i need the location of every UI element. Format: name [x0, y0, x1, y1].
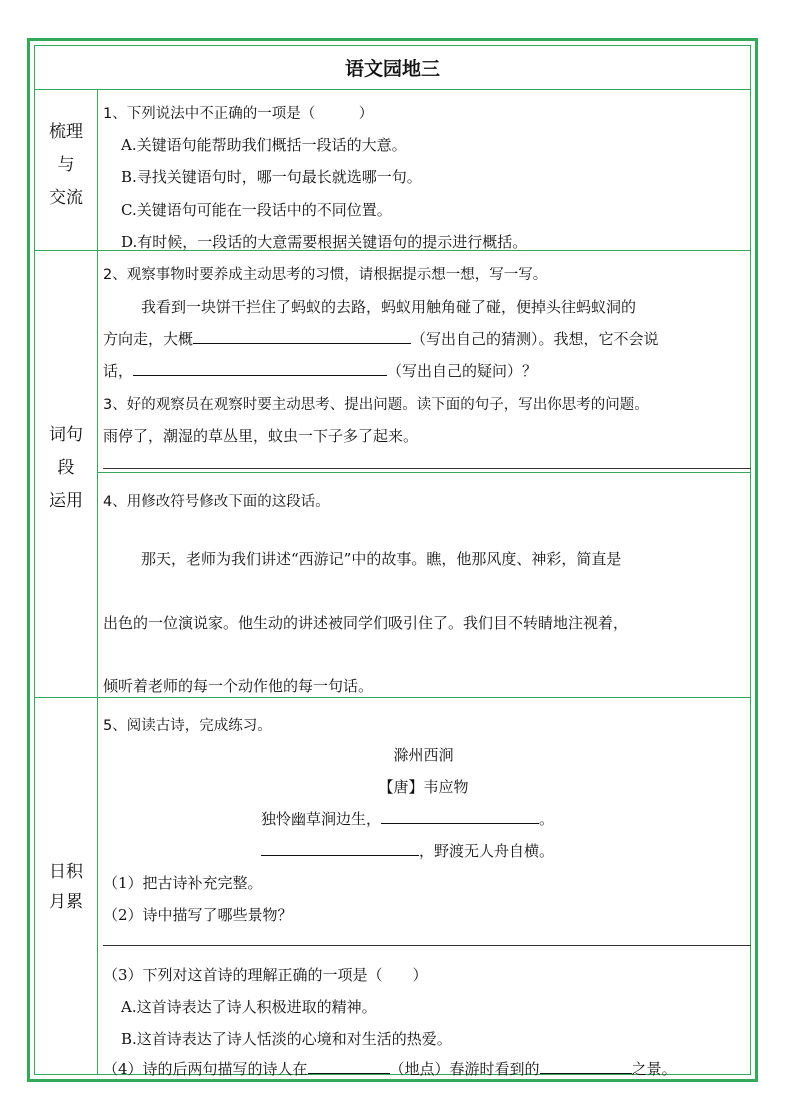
q4-line2: 出色的一位演说家。他生动的讲述被同学们吸引住了。我们目不转睛地注视着，	[103, 614, 629, 632]
q1-stem: 1、下列说法中不正确的一项是（ ）	[103, 106, 374, 122]
q2-line2: 方向走，大概 （写出自己的猜测）。我想，它不会说	[103, 330, 659, 348]
poem-blank-2[interactable]	[261, 840, 419, 856]
poem-line1: 独怜幽草涧边生， 。	[261, 810, 555, 828]
q5-blank-place[interactable]	[308, 1058, 390, 1074]
q5-sub4: （4）诗的后两句描写的诗人在 （地点）春游时看到的 之景。	[103, 1060, 677, 1078]
q1-option-b: B.寻找关键语句时，哪一句最长就选哪一句。	[121, 168, 422, 186]
poem-line2: ，野渡无人舟自横。	[261, 840, 554, 861]
q5-sub2: （2）诗中描写了哪些景物？	[103, 906, 293, 924]
poem-blank-1[interactable]	[381, 808, 539, 824]
section-label-accumulation: 日积 月累	[49, 862, 83, 913]
q3-answer-line[interactable]	[103, 468, 751, 469]
q5-blank-scene[interactable]	[540, 1058, 632, 1074]
section-label-usage: 词句 段 运用	[49, 425, 83, 512]
q5-sub3: （3）下列对这首诗的理解正确的一项是（ ）	[103, 966, 428, 984]
q1-option-c: C.关键语句可能在一段话中的不同位置。	[121, 201, 392, 219]
q5-sub3-option-b: B.这首诗表达了诗人恬淡的心境和对生活的热爱。	[121, 1030, 452, 1048]
worksheet-table	[34, 45, 751, 1078]
q5-sub2-answer-line[interactable]	[103, 945, 751, 946]
q5-sub3-option-a: A.这首诗表达了诗人积极进取的精神。	[121, 998, 377, 1016]
q4-line1: 那天，老师为我们讲述“西游记”中的故事。瞧，他那风度、神彩，简直是	[141, 550, 622, 568]
worksheet-frame	[27, 38, 758, 1082]
q4-line3: 倾听着老师的每一个动作他的每一句话。	[103, 677, 374, 695]
section-divider	[35, 697, 750, 698]
q2-line1: 我看到一块饼干拦住了蚂蚁的去路，蚂蚁用触角碰了碰，便掉头往蚂蚁洞的	[141, 298, 637, 316]
page-title: 语文园地三	[35, 46, 750, 90]
q2-stem: 2、观察事物时要养成主动思考的习惯，请根据提示想一想，写一写。	[103, 267, 548, 283]
q5-sub1: （1）把古诗补充完整。	[103, 874, 263, 892]
q2-blank-question[interactable]	[133, 360, 387, 376]
poem-author: 【唐】韦应物	[378, 778, 469, 796]
section-label-review: 梳理 与 交流	[49, 122, 83, 209]
poem-title: 滁州西涧	[393, 746, 454, 764]
q3-sentence: 雨停了，潮湿的草丛里，蚊虫一下子多了起来。	[103, 427, 419, 445]
q2-line3: 话， （写出自己的疑问）？	[103, 362, 538, 380]
column-divider	[97, 89, 98, 1074]
q4-stem: 4、用修改符号修改下面的这段话。	[103, 494, 330, 510]
q5-stem: 5、阅读古诗，完成练习。	[103, 718, 272, 734]
q2-blank-guess[interactable]	[193, 328, 411, 344]
question-divider	[97, 472, 750, 473]
q1-option-d: D.有时候，一段话的大意需要根据关键语句的提示进行概括。	[121, 233, 528, 251]
q3-stem: 3、好的观察员在观察时要主动思考、提出问题。读下面的句子，写出你思考的问题。	[103, 397, 649, 413]
q1-option-a: A.关键语句能帮助我们概括一段话的大意。	[121, 136, 407, 154]
